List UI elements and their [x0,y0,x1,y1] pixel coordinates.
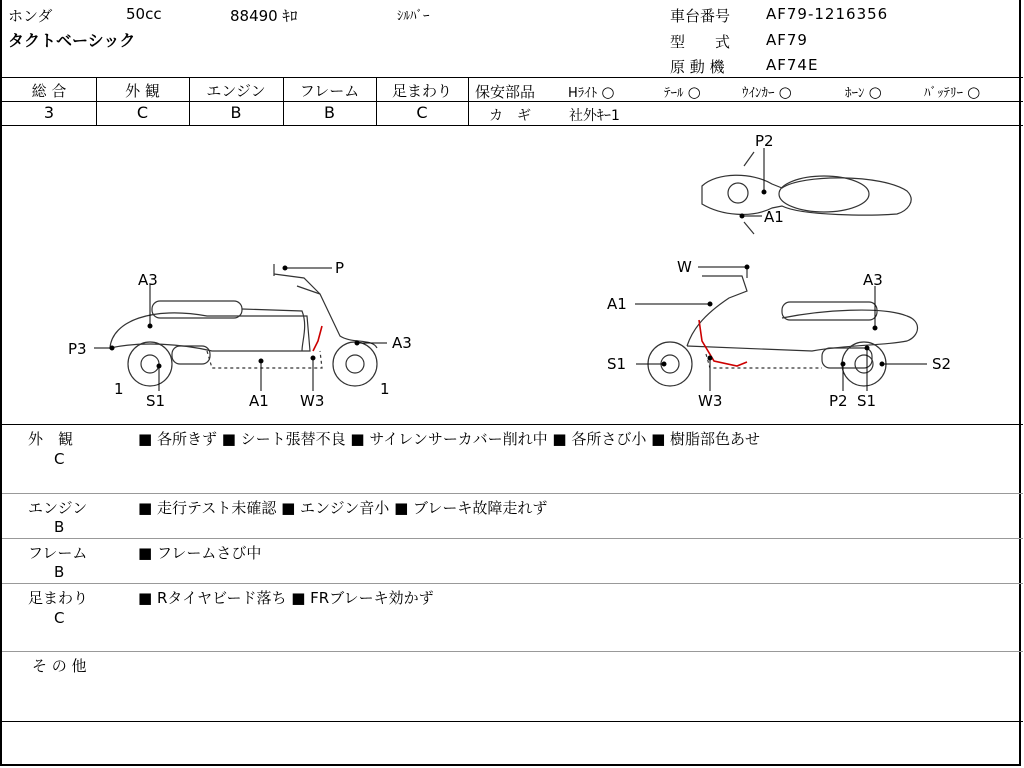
engine-label: 原 動 機 [670,58,725,76]
engine-value: AF74E [766,56,819,74]
type-label: 型 式 [670,33,731,51]
label-left-1: 1 [114,380,124,398]
remark-label: エンジン [28,499,88,517]
remark-label: そ の 他 [32,657,87,675]
grade-value: C [136,103,149,122]
mileage: 88490 ｷﾛ [230,7,298,25]
label-left-1b: 1 [380,380,390,398]
label-top-a1: A1 [764,208,784,226]
damage-mark-left [313,326,322,351]
color: ｼﾙﾊﾞｰ [397,9,430,24]
type-value: AF79 [766,31,808,49]
label-right-w: W [677,258,692,276]
remark-label: フレーム [28,544,88,562]
remark-text: ■ Rタイヤビード落ち ■ FRブレーキ効かず [138,589,434,607]
safety-item-tail: ﾃｰﾙ ○ [664,83,701,101]
grade-value: 3 [43,103,55,122]
grade-value: B [324,103,335,122]
grade-label: 外 観 [125,82,160,100]
safety-item-battery: ﾊﾞｯﾃﾘｰ ○ [924,83,981,101]
label-left-p: P [335,259,345,277]
label-left-p3: P3 [68,340,87,358]
label-left-a3b: A3 [392,334,412,352]
remark-grade: C [54,609,65,627]
model-name: タクトベーシック [8,31,136,50]
remark-text: ■ 走行テスト未確認 ■ エンジン音小 ■ ブレーキ故障走れず [138,499,548,517]
label-right-s2: S2 [932,355,952,373]
remark-grade: C [54,450,65,468]
label-right-w3: W3 [698,392,723,410]
scooter-diagram [2,126,1023,424]
label-left-a3: A3 [138,271,158,289]
remark-text: ■ フレームさび中 [138,544,262,562]
safety-item-winker: ｳｲﾝｶｰ ○ [742,83,792,101]
label-left-w3: W3 [300,392,325,410]
maker: ホンダ [8,7,53,25]
grade-label: フレーム [299,82,360,100]
grade-value: B [230,103,242,122]
remark-label: 外 観 [28,430,74,448]
label-right-a3: A3 [863,271,883,289]
remark-grade: B [54,518,65,536]
label-right-p2: P2 [829,392,848,410]
label-left-s1: S1 [146,392,166,410]
key-value: 社外ｷｰ1 [569,108,620,124]
safety-item-headlight: Hﾗｲﾄ ○ [568,83,615,101]
grade-value: C [416,103,428,122]
remark-grade: B [54,563,65,581]
safety-item-horn: ﾎｰﾝ ○ [845,83,882,101]
safety-label: 保安部品 [475,83,536,101]
displacement: 50cc [126,5,162,23]
key-label: カ ギ [489,108,531,124]
grade-label: 総 合 [31,82,67,100]
label-right-s1: S1 [607,355,627,373]
remark-text: ■ 各所きず ■ シート張替不良 ■ サイレンサーカバー削れ中 ■ 各所さび小 ■ 樹脂部色あせ [138,430,761,448]
top-scooter-drawing [702,152,911,234]
frame-no-label: 車台番号 [670,7,731,25]
label-left-a1: A1 [249,392,269,410]
grade-label: エンジン [206,82,266,100]
damage-mark-right [699,320,747,366]
grade-label: 足まわり [391,82,452,100]
frame-no-value: AF79-1216356 [766,5,889,23]
label-right-a1: A1 [607,295,627,313]
label-top-p2: P2 [755,132,774,150]
label-right-s1b: S1 [857,392,877,410]
remark-label: 足まわり [28,589,89,607]
